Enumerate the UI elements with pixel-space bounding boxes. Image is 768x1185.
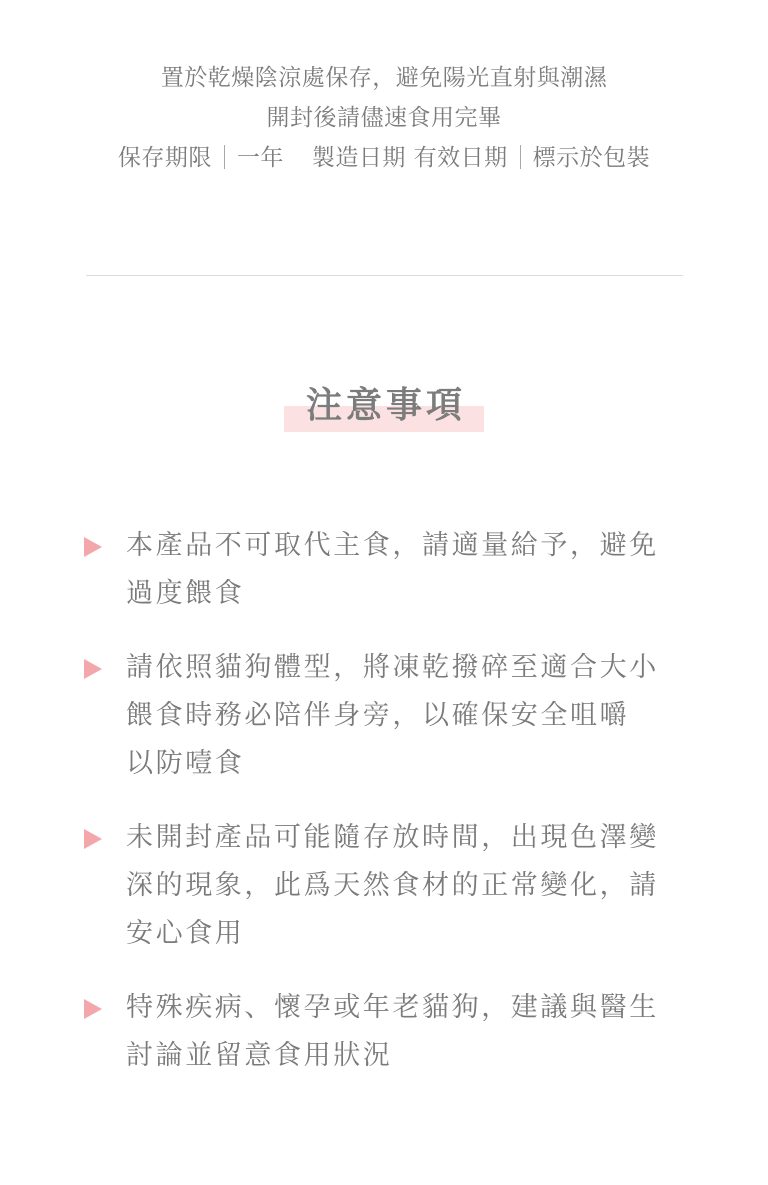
- storage-instructions: [0, 58, 768, 178]
- shelf-life-value: 一年: [236, 145, 284, 171]
- bullet-triangle-icon: [84, 659, 102, 679]
- note-line: 安心食用: [126, 918, 245, 949]
- section-title-text: 注意事項: [305, 385, 466, 426]
- note-line: 過度餵食: [126, 578, 245, 609]
- note-line: 餵食時務必陪伴身旁，以確保安全咀嚼: [126, 700, 630, 731]
- dates-label: 製造日期 有效日期: [311, 145, 508, 171]
- section-divider: [86, 275, 683, 276]
- note-item: [0, 522, 696, 618]
- shelf-life-label: 保存期限: [117, 145, 212, 171]
- separator: [224, 145, 225, 169]
- note-line: 未開封產品可能隨存放時間，出現色澤變: [126, 822, 659, 853]
- note-item: [0, 984, 696, 1080]
- storage-line-2: 開封後請儘速食用完畢: [266, 105, 502, 131]
- note-item: [0, 644, 696, 788]
- bullet-triangle-icon: [84, 537, 102, 557]
- note-line: 本產品不可取代主食，請適量給予，避免: [126, 530, 659, 561]
- storage-line-1: 置於乾燥陰涼處保存，避免陽光直射與潮濕: [160, 65, 608, 91]
- bullet-triangle-icon: [84, 999, 102, 1019]
- note-line: 特殊疾病、懷孕或年老貓狗，建議與醫生: [126, 992, 659, 1023]
- bullet-triangle-icon: [84, 829, 102, 849]
- note-line: 請依照貓狗體型，將凍乾撥碎至適合大小: [126, 652, 659, 683]
- notes-list: [0, 522, 768, 1106]
- note-line: 討論並留意食用狀況: [126, 1040, 393, 1071]
- section-header: [0, 380, 768, 432]
- section-title: [284, 380, 484, 432]
- dates-value: 標示於包裝: [532, 145, 651, 171]
- note-item: [0, 814, 696, 958]
- note-line: 深的現象，此爲天然食材的正常變化，請: [126, 870, 659, 901]
- separator: [520, 145, 521, 169]
- note-line: 以防噎食: [126, 748, 245, 779]
- storage-line-3: [0, 138, 768, 178]
